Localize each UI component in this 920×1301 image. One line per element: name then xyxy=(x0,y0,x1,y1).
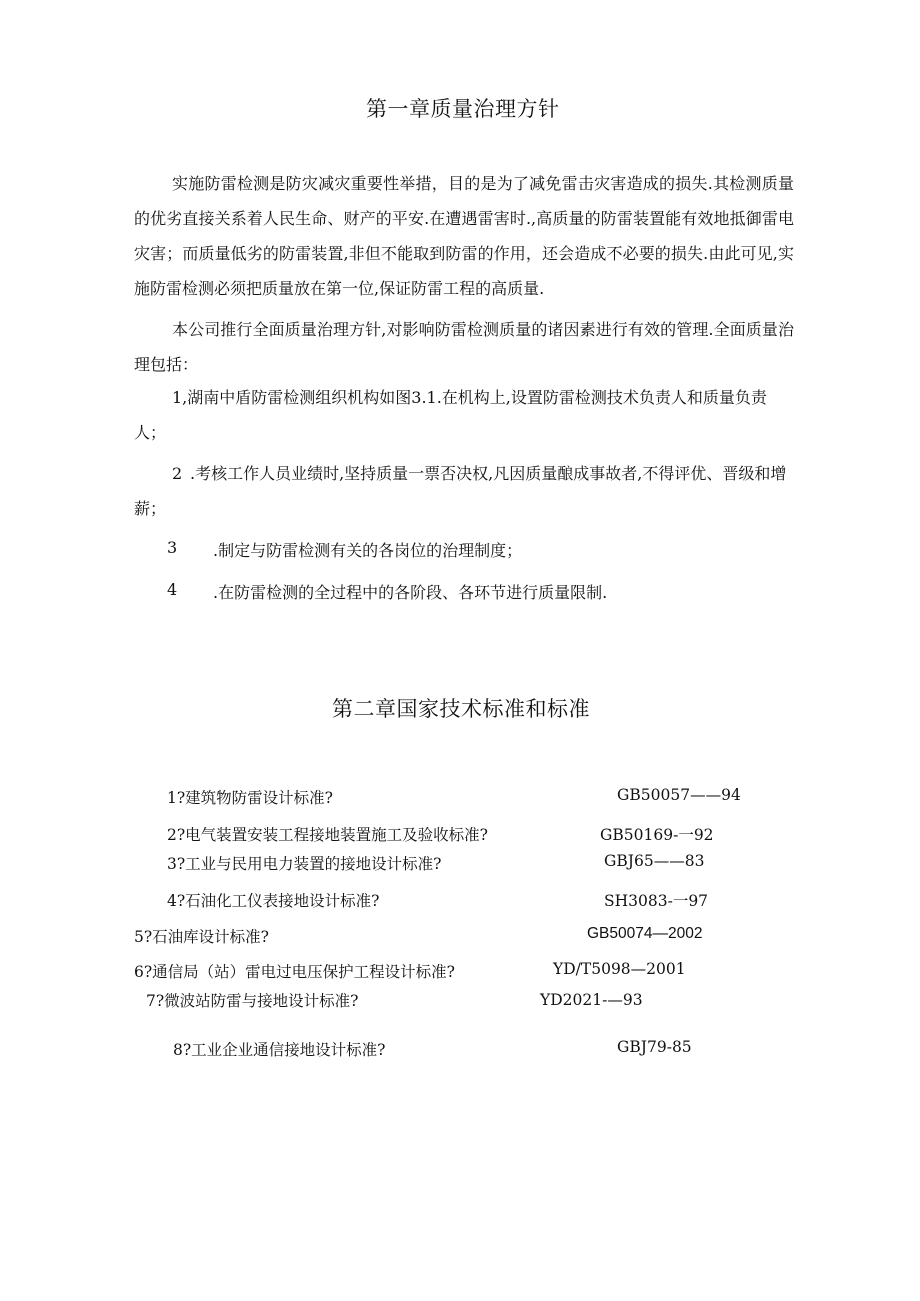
chapter1-title: 第一章质量治理方针 xyxy=(366,97,560,121)
standard-name: 4?石油化工仪表接地设计标准? xyxy=(167,892,380,910)
chapter1-item-3-number: 3 xyxy=(167,538,178,557)
standard-name: 3?工业与民用电力装置的接地设计标准? xyxy=(167,855,442,873)
chapter1-paragraph-1: 实施防雷检测是防灾减灾重要性举措，目的是为了减免雷击灾害造成的损失.其检测质量的优劣直接关系着人民生命、财产的平安.在遭遇雷害时.,高质量的防雷装置能有效地抵御雷电灾害；而质量低劣的防雷装置,非但不能取到防雷的作用，还会造成不必要的损失.由此可见,实施防雷检测必须把质量放在第一位,保证防雷工程的高质量. xyxy=(134,174,794,298)
standard-code: SH3083-一97 xyxy=(604,892,709,910)
standard-code: GB50074—2002 xyxy=(587,925,703,942)
chapter1-paragraph-2: 本公司推行全面质量治理方针,对影响防雷检测质量的诸因素进行有效的管理.全面质量治理包括： xyxy=(134,320,794,374)
standard-code: YD2021-—93 xyxy=(540,991,643,1009)
standard-code: GBJ79-85 xyxy=(617,1038,692,1056)
standard-name: 5?石油库设计标准? xyxy=(134,928,269,946)
chapter2-title: 第二章国家技术标准和标准 xyxy=(332,697,590,721)
standard-code: GB50169-一92 xyxy=(600,826,714,844)
chapter1-item-2 xyxy=(134,456,794,526)
standard-code: YD/T5098—2001 xyxy=(553,960,686,978)
chapter1-item-1: 1,湖南中盾防雷检测组织机构如图3.1.在机构上,设置防雷检测技术负责人和质量负责人； xyxy=(134,388,767,442)
standard-name: 6?通信局（站）雷电过电压保护工程设计标准? xyxy=(134,963,455,981)
item-number: 2 xyxy=(172,464,183,483)
standard-name: 2?电气装置安装工程接地装置施工及验收标准? xyxy=(167,826,488,844)
standard-code: GBJ65——83 xyxy=(604,852,705,870)
chapter1-item-3-text: .制定与防雷检测有关的各岗位的治理制度； xyxy=(213,541,523,560)
standard-code: GB50057——94 xyxy=(617,786,741,804)
chapter1-item-4-text: .在防雷检测的全过程中的各阶段、各环节进行质量限制. xyxy=(213,583,608,602)
standard-name: 8?工业企业通信接地设计标准? xyxy=(173,1041,386,1059)
standard-name: 7?微波站防雷与接地设计标准? xyxy=(146,992,359,1010)
item-text: .考核工作人员业绩时,坚持质量一票否决权,凡因质量酿成事故者,不得评优、晋级和增薪； xyxy=(134,464,787,518)
chapter1-item-4-number: 4 xyxy=(167,580,178,599)
standard-name: 1?建筑物防雷设计标准? xyxy=(167,789,333,807)
